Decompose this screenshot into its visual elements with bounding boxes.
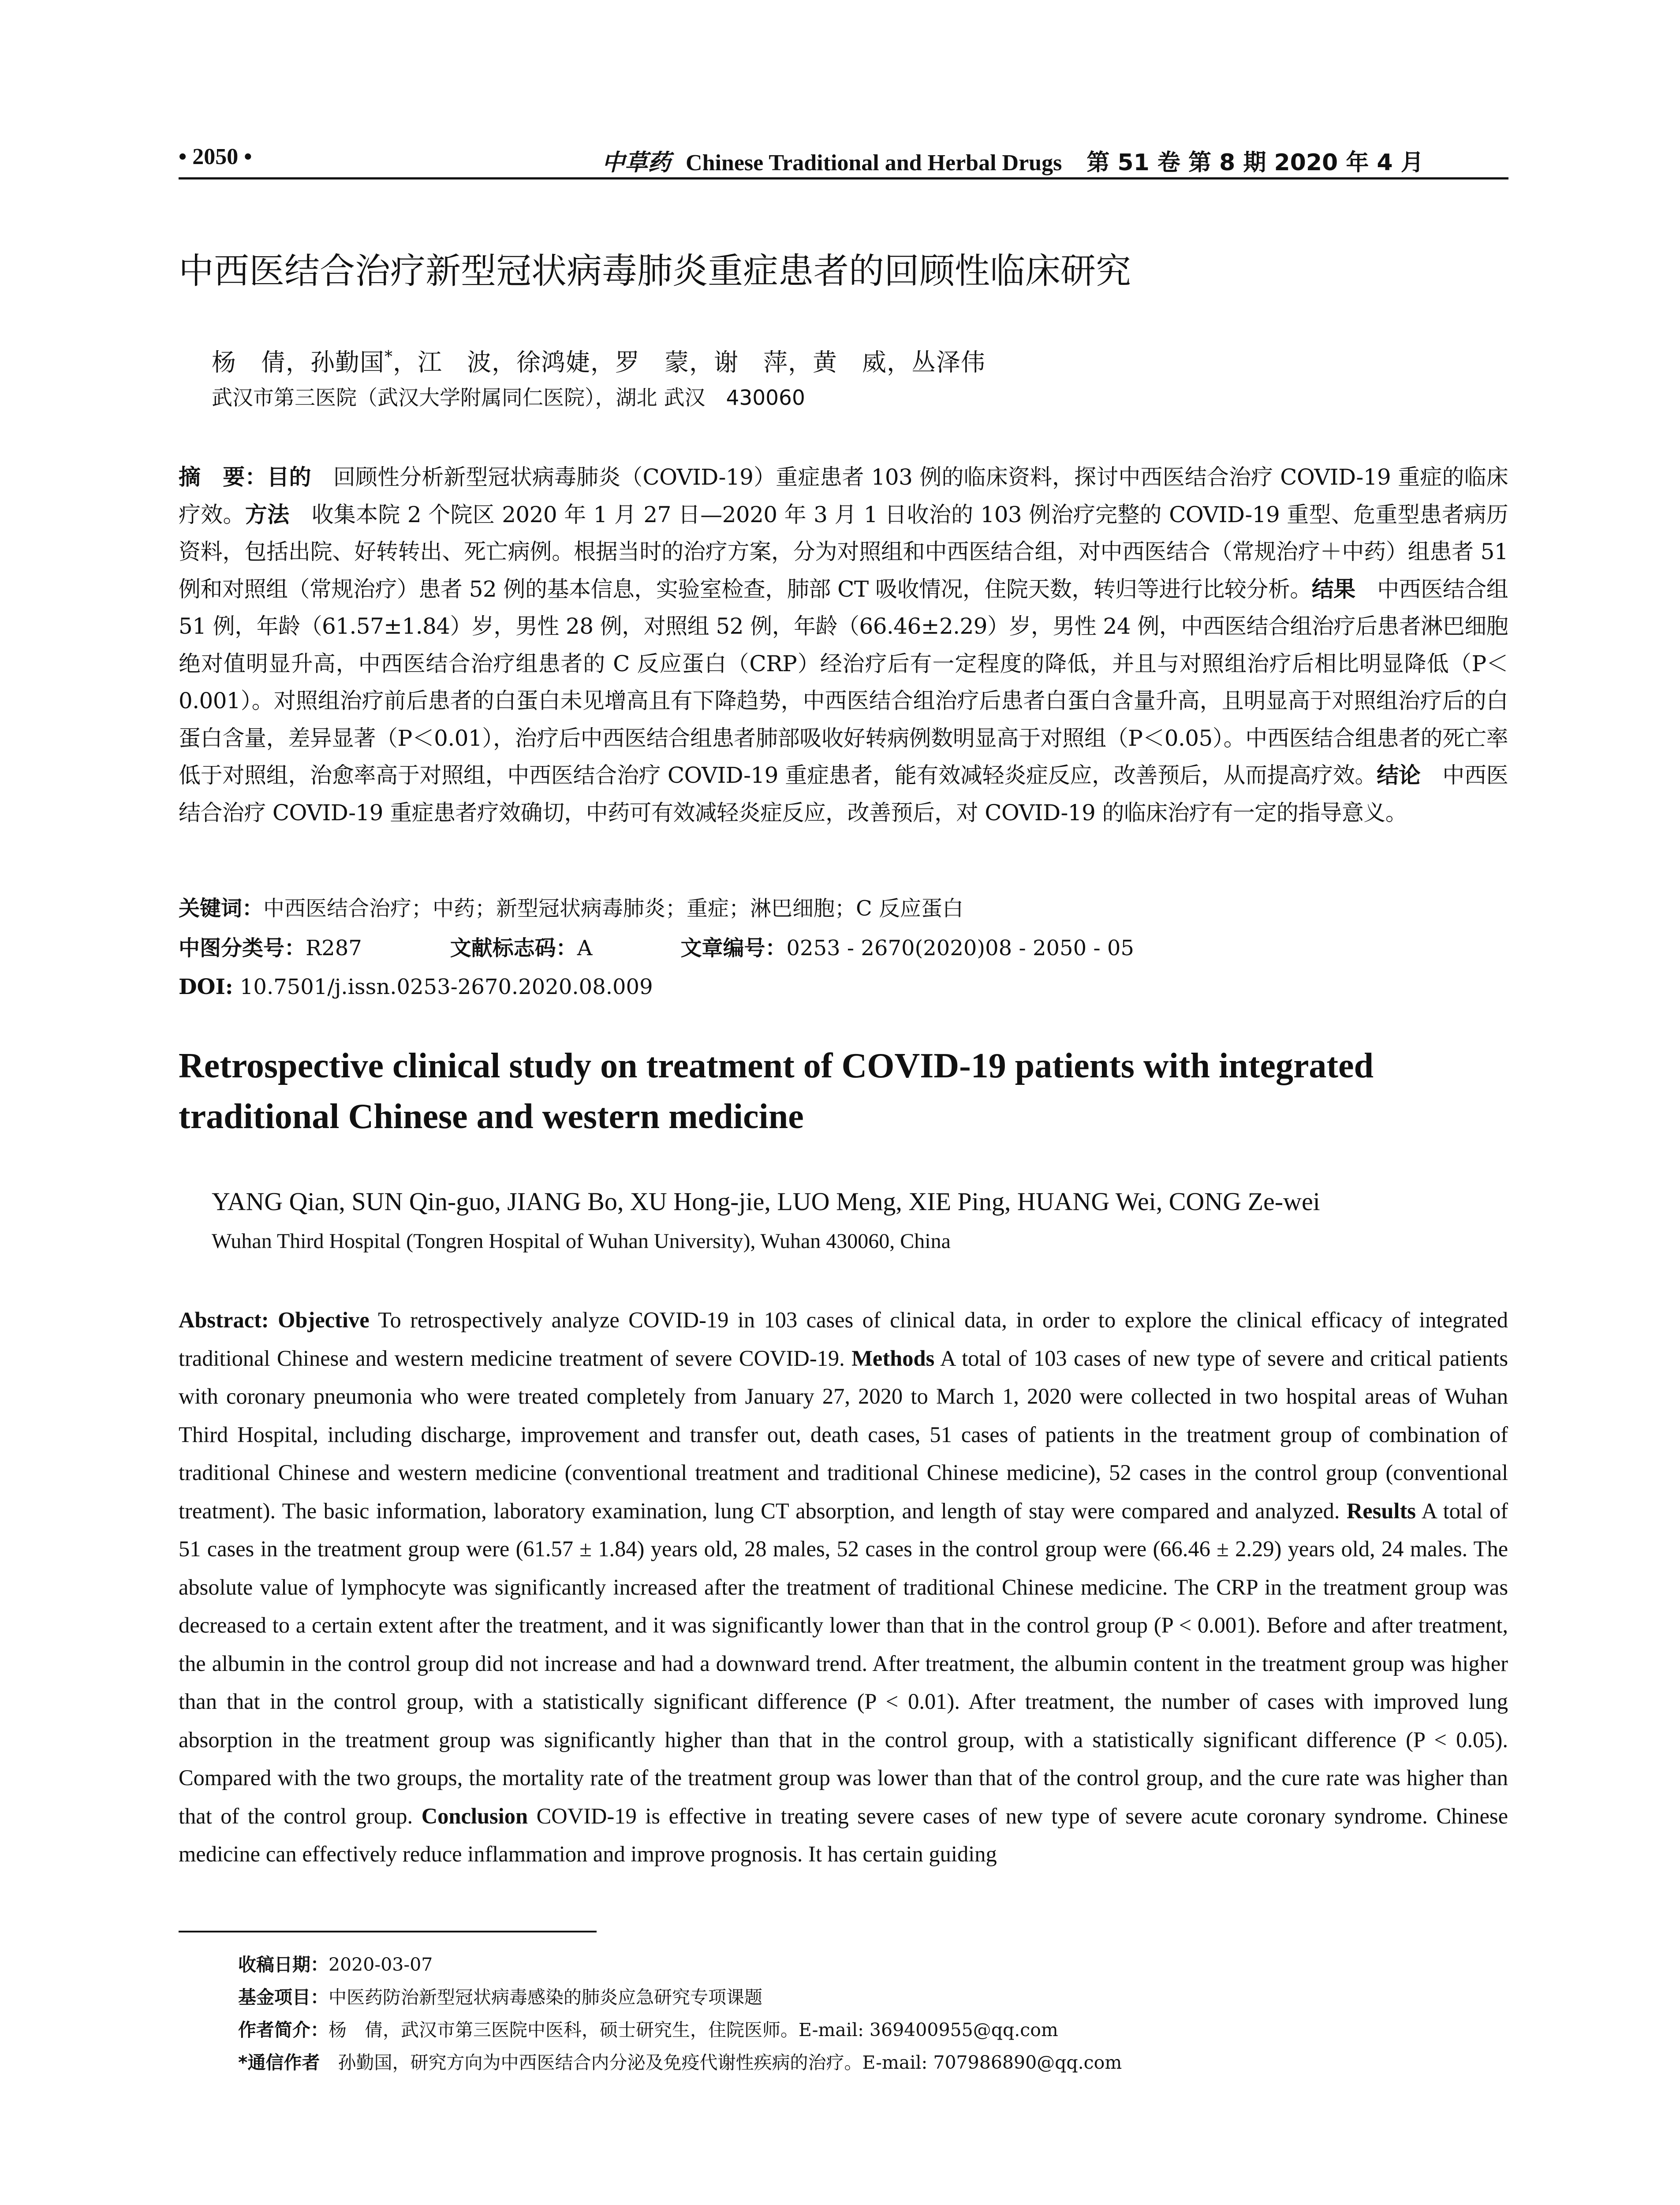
doc-code-value: A [577, 936, 593, 960]
received-date: 2020-03-07 [329, 1954, 433, 1975]
clc-label: 中图分类号： [179, 936, 306, 960]
doc-code-label: 文献标志码： [450, 936, 577, 960]
article-no-value: 0253 - 2670(2020)08 - 2050 - 05 [786, 936, 1134, 960]
doi-label: DOI: [179, 975, 233, 999]
corresponding-text: 孙勤国，研究方向为中西医结合内分泌及免疫代谢性疾病的治疗。E-mail: 707986890@qq.com [320, 2052, 1122, 2073]
footnotes [238, 1948, 1122, 2079]
doi-link[interactable]: 10.7501/j.issn.0253-2670.2020.08.009 [233, 975, 653, 999]
cn-authors [212, 340, 986, 380]
cn-results: 中西医结合组 51 例，年龄（61.57±1.84）岁，男性 28 例，对照组 52 例，年龄（66.46±2.29）岁，男性 24 例，中西医结合组治疗后患者淋巴细胞绝对值明显升高，中西医结合治疗组患者的 C 反应蛋白（CRP）经治疗后有一定程度的降低，并且与对照组治疗后相比明显降低（P＜0.001）。对照组治疗前后患者的白蛋白未见增高且有下降趋势，中西医结合组治疗后患者白蛋白含量升高，且明显高于对照组治疗后的白蛋白含量，差异显著（P＜0.01），治疗后中西医结合组患者肺部吸收好转病例数明显高于对照组（P＜0.05）。中西医结合组患者的死亡率低于对照组，治愈率高于对照组，中西医结合治疗 COVID-19 重症患者，能有效减轻炎症反应，改善预后，从而提高疗效。 [179, 576, 1508, 788]
en-abstract-label: Abstract: Objective [179, 1308, 370, 1332]
cn-classification [179, 931, 1134, 966]
footnote-rule [179, 1931, 597, 1932]
author-bio-text: 杨 倩，武汉市第三医院中医科，硕士研究生，住院医师。E-mail: 369400955@qq.com [329, 2019, 1058, 2041]
cn-title: 中西医结合治疗新型冠状病毒肺炎重症患者的回顾性临床研究 [179, 250, 1131, 292]
cn-authors-before: 杨 倩，孙勤国 [212, 348, 385, 377]
en-conclusion-label: Conclusion [421, 1803, 528, 1828]
cn-abstract [179, 459, 1508, 831]
corresponding-label: *通信作者 [238, 2052, 320, 2073]
footnote-author [238, 2014, 1122, 2046]
en-methods-label: Methods [851, 1345, 935, 1371]
received-label: 收稿日期： [238, 1954, 329, 1975]
footnote-corresponding [238, 2046, 1122, 2079]
cn-methods-label: 方法 [245, 501, 290, 527]
keywords-text: 中西医结合治疗；中药；新型冠状病毒肺炎；重症；淋巴细胞；C 反应蛋白 [263, 896, 964, 921]
footnote-fund [238, 1981, 1122, 2014]
cn-doi [179, 969, 653, 1005]
en-results: A total of 51 cases in the treatment group were (61.57 ± 1.84) years old, 28 males, 52 cases in the control group were (66.46 ± 2.29) years old, 24 males. The absolute value of lymphocyte was significantly increased after the treatment of traditional Chinese medicine. The CRP in the treatment group was decreased to a certain extent after the treatment, and it was significantly lower than that in the control group (P < 0.001). Before and after treatment, the albumin in the control group did not increase and had a downward trend. After treatment, the albumin content in the treatment group was higher than that in the control group, with a statistically significant difference (P < 0.01). After treatment, the number of cases with improved lung absorption in the treatment group was significantly higher than that in the control group, with a statistically significant difference (P < 0.05). Compared with the two groups, the mortality rate of the treatment group was lower than that of the control group, and the cure rate was higher than that of the control group. [179, 1498, 1508, 1828]
cn-keywords [179, 891, 963, 926]
page-number: • 2050 • [179, 144, 252, 169]
header-rule [179, 177, 1508, 179]
author-bio-label: 作者简介： [238, 2019, 329, 2041]
corresponding-mark: * [385, 348, 393, 366]
journal-logo: 中草药 [602, 149, 671, 176]
clc-value: R287 [306, 936, 362, 960]
cn-results-label: 结果 [1311, 576, 1355, 602]
running-header [179, 140, 1508, 176]
en-results-label: Results [1346, 1498, 1416, 1523]
journal-masthead [602, 144, 1424, 177]
fund-label: 基金项目： [238, 1987, 329, 2008]
cn-authors-after: ，江 波，徐鸿婕，罗 蒙，谢 萍，黄 威，丛泽伟 [393, 348, 986, 377]
keywords-label: 关键词： [179, 896, 264, 921]
en-affiliation: Wuhan Third Hospital (Tongren Hospital of Wuhan University), Wuhan 430060, China [212, 1230, 951, 1253]
en-conclusion: COVID-19 is effective in treating severe cases of new type of severe acute coronary syndrome. Chinese medicine can effectively reduce inflammation and improve prognosis. It has certain guiding [179, 1803, 1508, 1866]
article-no-label: 文章编号： [680, 936, 787, 960]
footnote-received [238, 1948, 1122, 1981]
cn-conclusion-label: 结论 [1377, 762, 1421, 788]
cn-abstract-label: 摘 要： [179, 464, 267, 490]
en-authors: YANG Qian, SUN Qin-guo, JIANG Bo, XU Hong-jie, LUO Meng, XIE Ping, HUANG Wei, CONG Ze-wei [212, 1187, 1320, 1216]
en-title: Retrospective clinical study on treatment of COVID-19 patients with integrated traditional Chinese and western medicine [179, 1046, 1374, 1136]
en-abstract [179, 1301, 1508, 1873]
en-objective: To retrospectively analyze COVID-19 in 103 cases of clinical data, in order to explore the clinical efficacy of integrated traditional Chinese and western medicine treatment of severe COVID-19. [179, 1308, 1508, 1371]
fund-text: 中医药防治新型冠状病毒感染的肺炎应急研究专项课题 [329, 1987, 762, 2008]
cn-objective: 回顾性分析新型冠状病毒肺炎（COVID-19）重症患者 103 例的临床资料，探讨中西医结合治疗 COVID-19 重症的临床疗效。 [179, 464, 1508, 527]
cn-affiliation: 武汉市第三医院（武汉大学附属同仁医院），湖北 武汉 430060 [212, 386, 805, 410]
en-methods: A total of 103 cases of new type of severe and critical patients with coronary pneumonia who were treated completely from January 27, 2020 to March 1, 2020 were collected in two hospital areas of Wuhan Third Hospital, including discharge, improvement and transfer out, death cases, 51 cases of patients in the treatment group of combination of traditional Chinese and western medicine (conventional treatment and traditional Chinese medicine), 52 cases in the control group (conventional treatment). The basic information, laboratory examination, lung CT absorption, and length of stay were compared and analyzed. [179, 1345, 1508, 1523]
cn-conclusion: 中西医结合治疗 COVID-19 重症患者疗效确切，中药可有效减轻炎症反应，改善预后，对 COVID-19 的临床治疗有一定的指导意义。 [179, 762, 1508, 826]
cn-objective-label: 目的 [267, 464, 311, 490]
issue-info: 第 51 卷 第 8 期 2020 年 4 月 [1086, 149, 1424, 176]
cn-methods: 收集本院 2 个院区 2020 年 1 月 27 日—2020 年 3 月 1 日收治的 103 例治疗完整的 COVID-19 重型、危重型患者病历资料，包括出院、好转转出、死亡病例。根据当时的治疗方案，分为对照组和中西医结合组，对中西医结合（常规治疗＋中药）组患者 51 例和对照组（常规治疗）患者 52 例的基本信息，实验室检查，肺部 CT 吸收情况，住院天数，转归等进行比较分析。 [179, 501, 1508, 602]
journal-name: Chinese Traditional and Herbal Drugs [686, 150, 1062, 176]
